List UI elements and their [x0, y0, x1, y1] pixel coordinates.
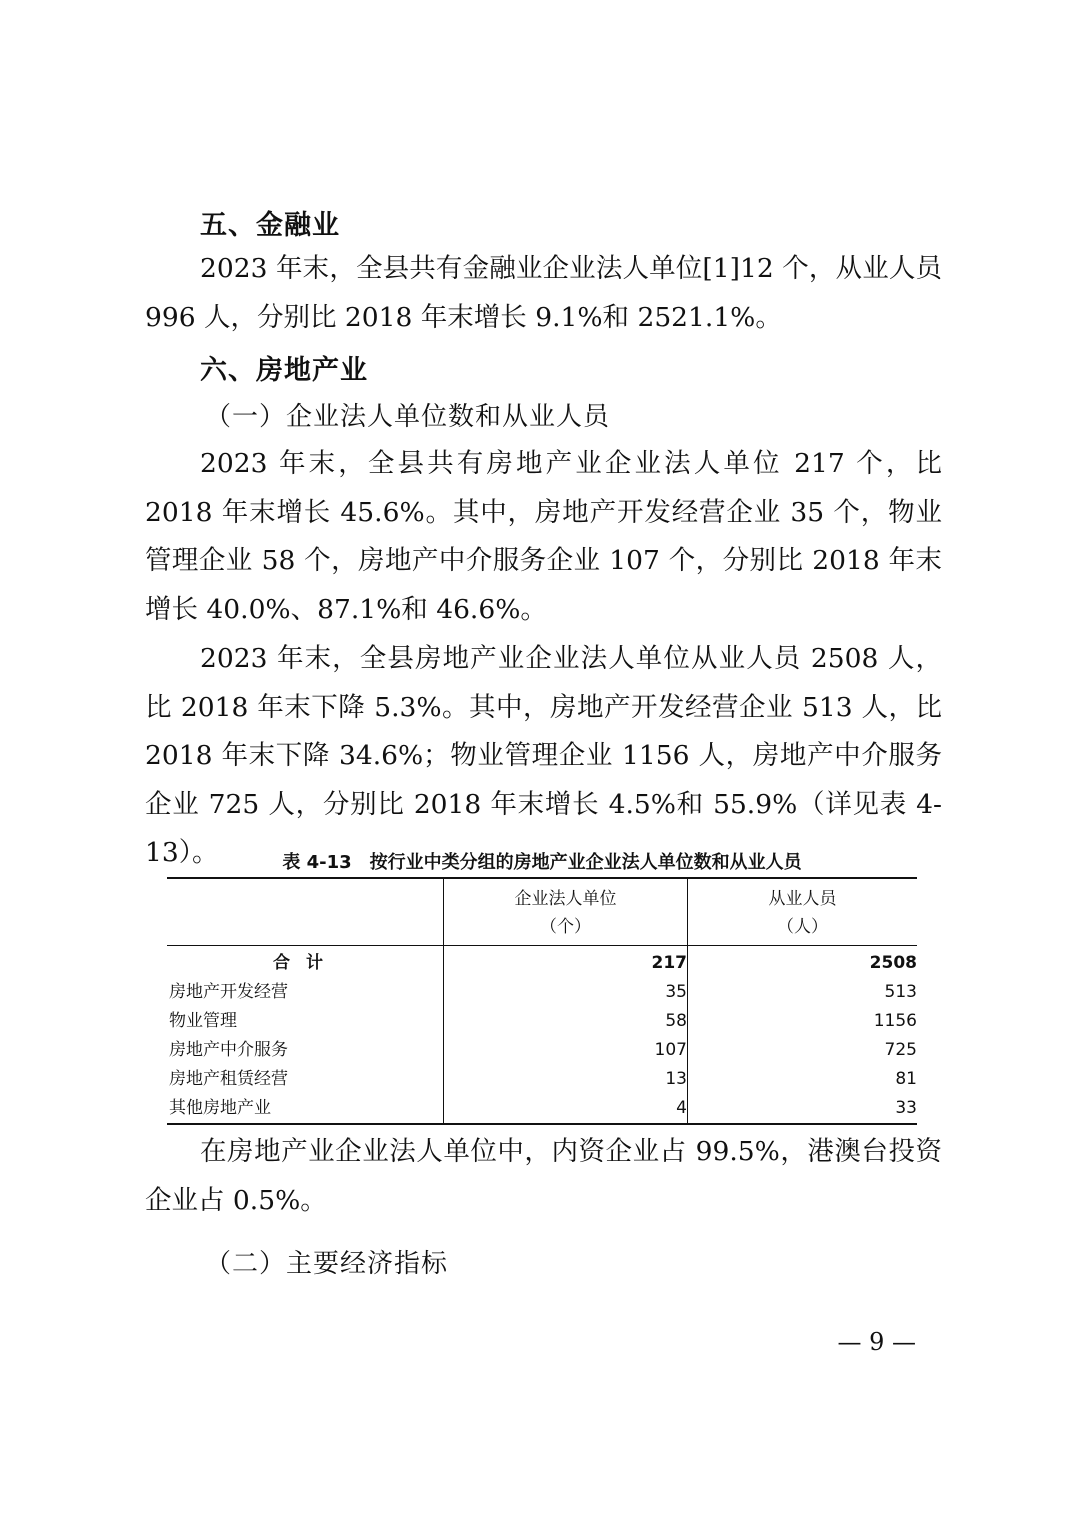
- row-units: 58: [444, 1007, 688, 1036]
- row-units: 217: [444, 946, 688, 979]
- row-label: 合计: [273, 953, 339, 973]
- row-employees: 2508: [688, 946, 918, 979]
- row-units: 4: [444, 1094, 688, 1124]
- paragraph-investment-share: 在房地产业企业法人单位中，内资企业占 99.5%，港澳台投资企业占 0.5%。: [145, 1136, 942, 1216]
- header-units-title: 企业法人单位: [514, 889, 617, 909]
- row-employees: 725: [688, 1036, 918, 1065]
- header-employees-unit: （人）: [777, 917, 828, 937]
- table-number: 表 4-13: [282, 852, 352, 873]
- table-caption: [167, 848, 917, 874]
- real-estate-table: [167, 877, 917, 1125]
- header-employees-title: 从业人员: [768, 889, 837, 909]
- section-heading-real-estate: 六、房地产业: [200, 355, 368, 386]
- section-heading-finance: 五、金融业: [200, 210, 340, 241]
- table-row: [167, 978, 917, 1007]
- subsection-heading-economic-indicators: （二）主要经济指标: [205, 1249, 449, 1279]
- paragraph-real-estate-employees: 2023 年末，全县房地产业企业法人单位从业人员 2508 人，比 2018 年末下降 5.3%。其中，房地产开发经营企业 513 人，比 2018 年末下降 34.6%；物业管理企业 1156 人，房地产中介服务企业 725 人，分别比 2018 年末增长 4.5%和 55.9%（详见表 4-13）。: [145, 643, 942, 869]
- header-employees: [688, 878, 918, 946]
- row-employees: 33: [688, 1094, 918, 1124]
- header-units-unit: （个）: [540, 917, 591, 937]
- row-units: 13: [444, 1065, 688, 1094]
- table-row: [167, 1094, 917, 1124]
- table-row: [167, 1007, 917, 1036]
- row-employees: 81: [688, 1065, 918, 1094]
- table-row: [167, 1036, 917, 1065]
- row-units: 35: [444, 978, 688, 1007]
- row-label: 其他房地产业: [167, 1094, 444, 1124]
- row-label: 房地产中介服务: [169, 1040, 288, 1060]
- paragraph-real-estate-units: 2023 年末，全县共有房地产业企业法人单位 217 个，比 2018 年末增长 45.6%。其中，房地产开发经营企业 35 个，物业管理企业 58 个，房地产中介服务企业 107 个，分别比 2018 年末增长 40.0%、87.1%和 46.6%。: [145, 448, 942, 625]
- header-units: [444, 878, 688, 946]
- paragraph-finance: 2023 年末，全县共有金融业企业法人单位[1]12 个，从业人员 996 人，分别比 2018 年末增长 9.1%和 2521.1%。: [145, 253, 942, 333]
- page-number: — 9 —: [837, 1328, 916, 1356]
- row-employees: 513: [688, 978, 918, 1007]
- table-title: 按行业中类分组的房地产业企业法人单位数和从业人员: [369, 852, 802, 873]
- row-label: 房地产开发经营: [169, 982, 288, 1002]
- table-row-total: [167, 946, 917, 979]
- row-units: 107: [444, 1036, 688, 1065]
- row-label: 房地产租赁经营: [169, 1069, 288, 1089]
- row-label: 物业管理: [169, 1011, 237, 1031]
- row-employees: 1156: [688, 1007, 918, 1036]
- table-row: [167, 1065, 917, 1094]
- table-header-row: [167, 878, 917, 946]
- subsection-heading-units-employees: （一）企业法人单位数和从业人员: [205, 402, 611, 432]
- header-blank: [167, 878, 444, 946]
